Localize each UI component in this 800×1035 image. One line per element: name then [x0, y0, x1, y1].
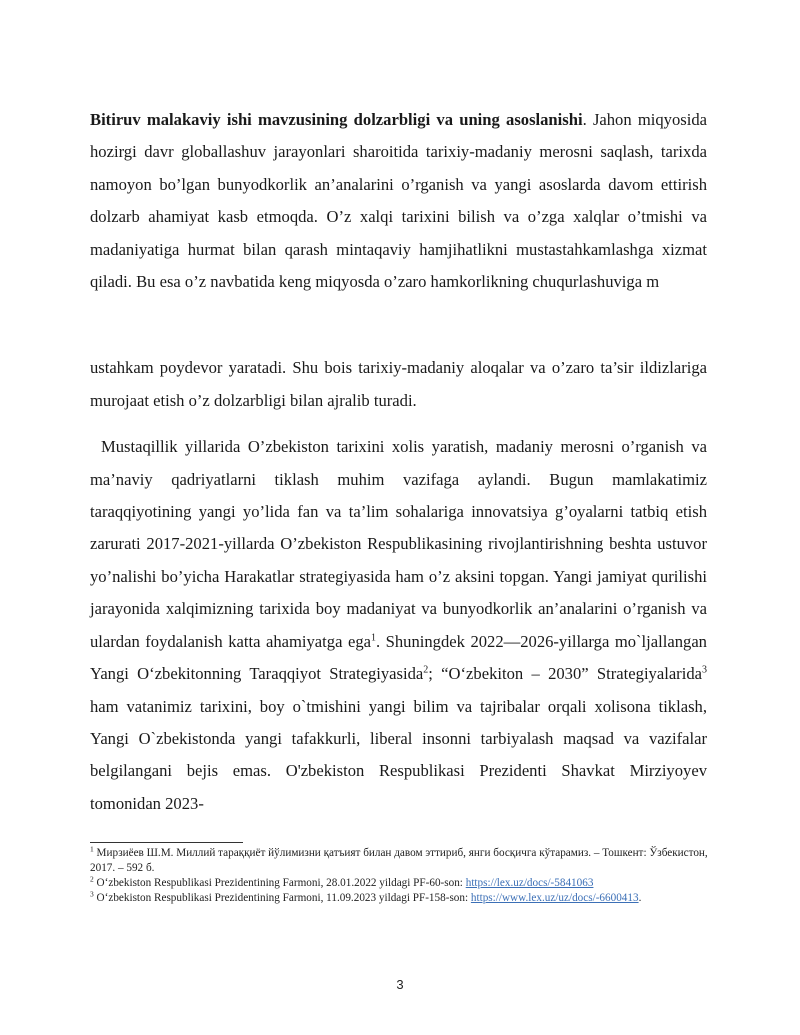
footnote-link[interactable]: https://lex.uz/docs/-5841063: [465, 877, 594, 889]
footnote-3: [90, 891, 710, 906]
footnote-text: O‘zbekiston Respublikasi Prezidentining Farmoni, 28.01.2022 yildagi PF-60-son:: [96, 877, 466, 889]
document-body: [90, 104, 707, 820]
footnote-1: [90, 846, 710, 876]
paragraph-text: ustahkam poydevor yaratadi. Shu bois tarixiy-madaniy aloqalar va o’zaro ta’sir ildizlariga murojaat etish o’z dolzarbligi bilan ajralib turadi.: [90, 358, 707, 410]
paragraph-relevance: [90, 104, 707, 298]
footnote-ref-2[interactable]: 2: [423, 664, 429, 676]
footnote-2: [90, 876, 710, 891]
footnote-tail: .: [638, 892, 642, 904]
footnote-number: 2: [90, 874, 94, 884]
paragraph-continuation: [90, 352, 707, 417]
footnote-ref-1[interactable]: 1: [370, 632, 376, 644]
footnote-text: Мирзиёев Ш.М. Миллий тараққиёт йўлимизни қатъият билан давом эттириб, янги босқичга кўтарамиз. – Тошкент: Ўзбекистон, 2017. – 592 б.: [90, 847, 708, 874]
footnote-number: 3: [90, 889, 94, 899]
paragraph-text: . Jahon miqyosida hozirgi davr globallashuv jarayonlari sharoitida tarixiy-madaniy merosni saqlash, tarixda namoyon bo’lgan bunyodkorlik an’analarini o’rganish va yangi asoslarda davom ettirish dolzarb ahamiyat kasb etmoqda. O’z xalqi tarixini bilish va o’zga xalqlar o’tmishi va madaniyatiga hurmat bilan qarash mintaqaviy hamjihatlikni mustastahkamlashga xizmat qiladi. Bu esa o’z navbatida keng miqyosda o’zaro hamkorlikning chuqurlashuviga m: [90, 110, 708, 292]
page-number: 3: [396, 977, 404, 992]
footnote-separator: [90, 842, 243, 843]
footnote-ref-3[interactable]: 3: [702, 664, 707, 676]
paragraph-text: ham vatanimiz tarixini, boy o`tmishini yangi bilim va tajribalar orqali xolisona tiklash, Yangi O`zbekistonda yangi tafakkurli, liberal insonni tarbiyalash maqsad va vazifalar belgilangani bejis emas. O'zbekiston Respublikasi Prezidenti Shavkat Mirziyoyev tomonidan 2023-: [90, 696, 707, 813]
footnote-number: 1: [90, 844, 94, 854]
paragraph-text: ; “O‘zbekiton – 2030” Strategiyalarida: [428, 664, 702, 684]
section-heading: Bitiruv malakaviy ishi mavzusining dolzarbligi va uning asoslanishi: [90, 110, 583, 129]
paragraph-independence: [90, 431, 707, 820]
footnotes: [90, 846, 710, 906]
footnote-link[interactable]: https://www.lex.uz/uz/docs/-6600413: [470, 892, 639, 904]
page-gap: [90, 298, 707, 352]
footnote-text: O‘zbekiston Respublikasi Prezidentining Farmoni, 11.09.2023 yildagi PF-158-son:: [96, 892, 471, 904]
paragraph-text: Mustaqillik yillarida O’zbekiston tarixini xolis yaratish, madaniy merosni o’rganish va ma’naviy qadriyatlarni tiklash muhim vazifaga aylandi. Bugun mamlakatimiz taraqqiyotining yangi yo’lida fan va ta’lim sohalariga innovatsiya g’oyalarni tatbiq etish zarurati 2017-2021-yillarda O’zbekiston Respublikasining rivojlantirishning beshta ustuvor yo’nalishi bo’yicha Harakatlar strategiyasida ham o’z aksini topgan. Yangi jamiyat qurilishi jarayonida xalqimizning tarixida boy madaniyat va bunyodkorlik an’analarini o’rganish va ulardan foydalanish katta ahamiyatga ega: [90, 437, 707, 651]
paragraph-text: . Shuningdek 2022—2026-yillarga mo`ljallangan Yangi O‘zbekitonning Taraqqiyot Strategiyasida: [90, 631, 707, 684]
